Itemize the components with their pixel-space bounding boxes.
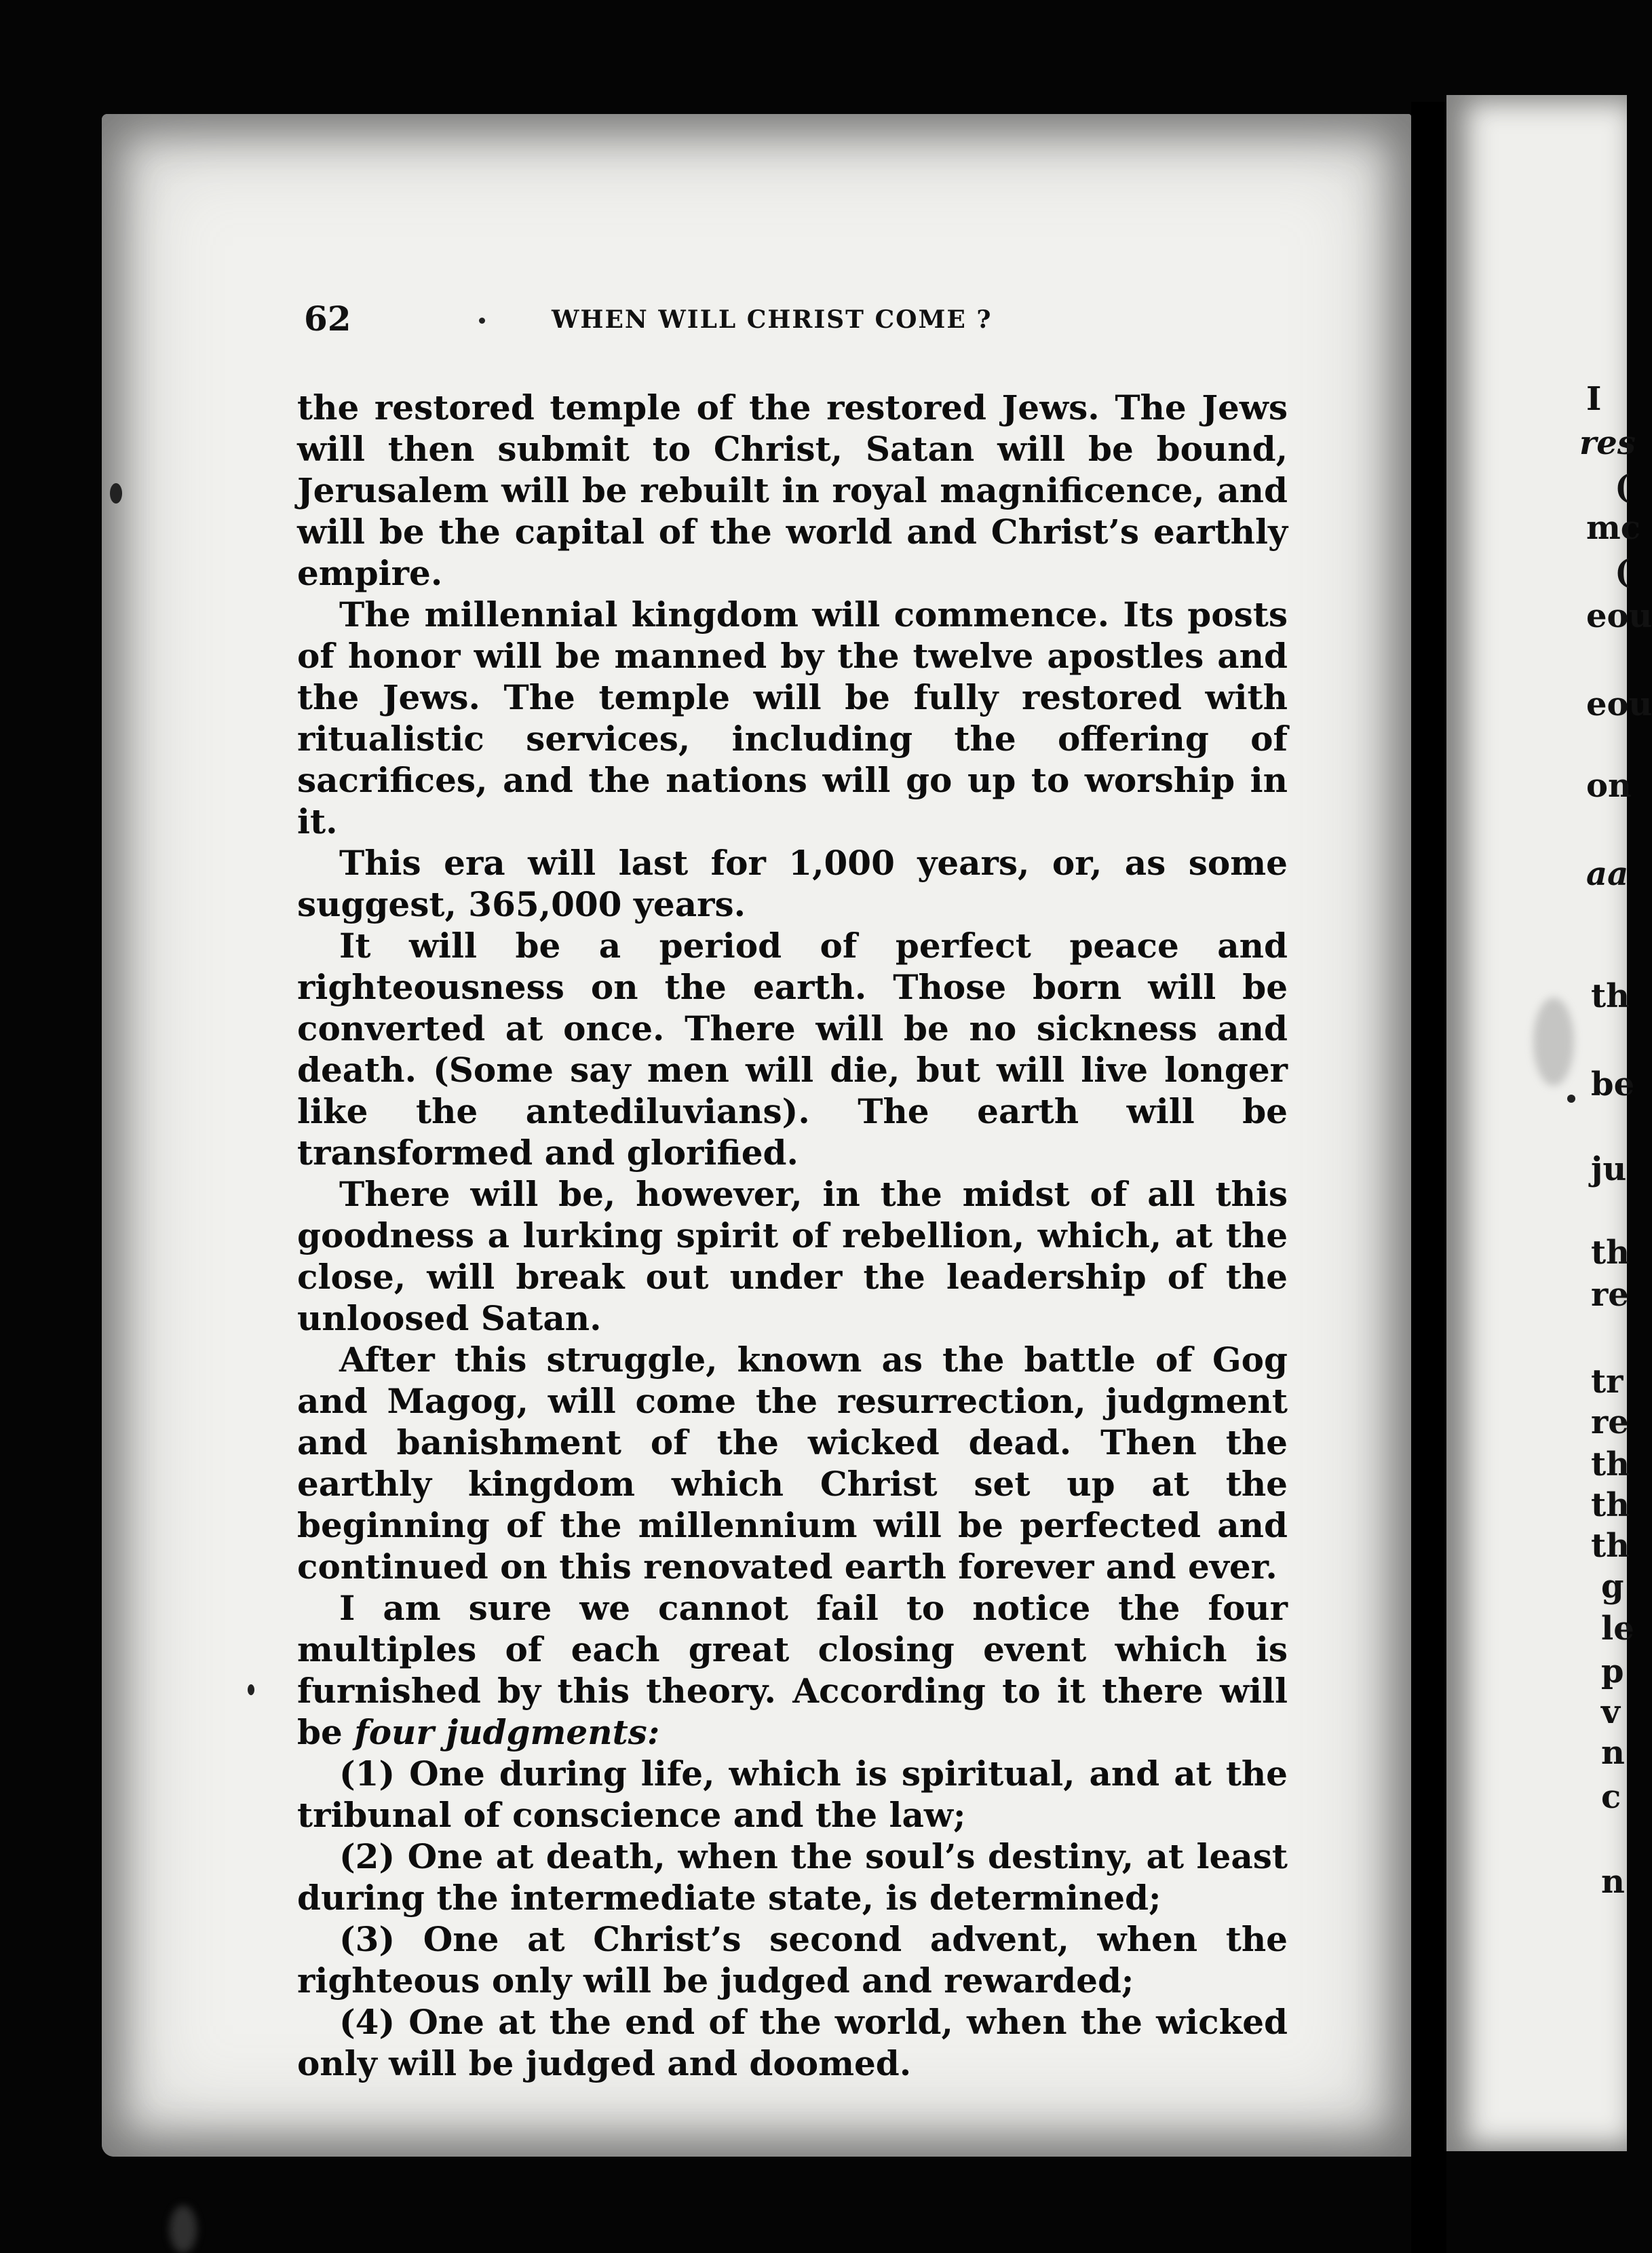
right-page-fragment: th xyxy=(1591,977,1630,1015)
scan-speck xyxy=(110,483,122,504)
right-page-fragment: th xyxy=(1591,1445,1630,1483)
list-item: (4) One at the end of the world, when the wicked only will be judged and doomed. xyxy=(297,2002,1288,2083)
right-page-fragment: n xyxy=(1601,1863,1625,1901)
book-gutter xyxy=(1411,102,1446,2253)
right-page-fragment: th xyxy=(1591,1527,1630,1565)
right-page-fragment: le xyxy=(1601,1610,1634,1648)
paragraph-lead: I am sure we cannot fail to notice the four multiples of each great closing event which is furnished by this theory. According to it there will be xyxy=(297,1588,1288,1752)
list-item: (1) One during life, which is spiritual, and at the tribunal of conscience and the law; xyxy=(297,1754,1288,1835)
right-page-fragment: th xyxy=(1591,1234,1630,1272)
right-page-fragment: I xyxy=(1586,380,1602,418)
right-page-fragment: aa xyxy=(1586,855,1629,893)
right-page-fragment: mc xyxy=(1586,509,1641,547)
right-page-fragment: on xyxy=(1586,767,1632,805)
right-page-fragment: th xyxy=(1591,1486,1630,1524)
right-page-fragment: eou xyxy=(1586,597,1652,635)
paragraph: This era will last for 1,000 years, or, as some suggest, 365,000 years. xyxy=(297,843,1288,924)
right-page-fragment: n xyxy=(1601,1734,1625,1772)
body-text xyxy=(297,387,1288,2084)
emphasis-four-judgments: four judgments: xyxy=(354,1712,660,1752)
paragraph: The millennial kingdom will commence. Its posts of honor will be manned by the twelve apostles and the Jews. The temple will be fully restored with ritualistic services, including the offering of sacrifices, and the nations will go up to worship in it. xyxy=(297,594,1288,841)
right-page-fragment: c xyxy=(1601,1778,1621,1816)
scan-smudge xyxy=(1533,998,1574,1086)
page-header xyxy=(304,299,1281,346)
paragraph: It will be a period of perfect peace and righteousness on the earth. Those born will be converted at once. There will be no sickness and death. (Some say men will die, but will live longer like the antediluvians). The earth will be transformed and glorified. xyxy=(297,926,1288,1173)
right-page-fragment: p xyxy=(1601,1652,1624,1690)
right-page-fragment: ( xyxy=(1615,468,1630,506)
right-page-fragment: be xyxy=(1591,1065,1635,1103)
right-page-fragment: g xyxy=(1601,1568,1624,1606)
right-page-fragment: v xyxy=(1601,1693,1620,1731)
right-page-fragment: ( xyxy=(1615,553,1630,591)
right-page-fragment: re xyxy=(1591,1403,1629,1441)
paragraph: After this struggle, known as the battle of Gog and Magog, will come the resurrection, judgment and banishment of the wicked dead. Then the earthly kingdom which Christ set up at the beginning of the millennium will be perfected and continued on this renovated earth forever and ever. xyxy=(297,1340,1288,1587)
right-page-fragment: ju xyxy=(1591,1150,1627,1188)
right-page-fragment: re xyxy=(1591,1276,1629,1314)
list-item: (3) One at Christ’s second advent, when the righteous only will be judged and rewarded; xyxy=(297,1919,1288,2001)
right-page-fragment: tr xyxy=(1591,1363,1624,1401)
paragraph xyxy=(297,1587,1288,1753)
page-number: 62 xyxy=(304,299,351,339)
scan-speck xyxy=(248,1684,254,1695)
list-item: (2) One at death, when the soul’s destiny, at least during the intermediate state, is determined; xyxy=(297,1836,1288,1918)
paragraph: the restored temple of the restored Jews. The Jews will then submit to Christ, Satan will be bound, Jerusalem will be rebuilt in royal magnificence, and will be the capital of the world and Christ’s earthly empire. xyxy=(297,387,1288,593)
paragraph: There will be, however, in the midst of all this goodness a lurking spirit of rebellion, which, at the close, will break out under the leadership of the unloosed Satan. xyxy=(297,1174,1288,1338)
right-page-fragment: eou xyxy=(1586,685,1652,723)
scan-speck xyxy=(1567,1095,1575,1103)
right-page-fragment: res xyxy=(1579,424,1636,462)
running-head: WHEN WILL CHRIST COME ? xyxy=(552,305,993,334)
scan-smudge xyxy=(170,2205,197,2253)
